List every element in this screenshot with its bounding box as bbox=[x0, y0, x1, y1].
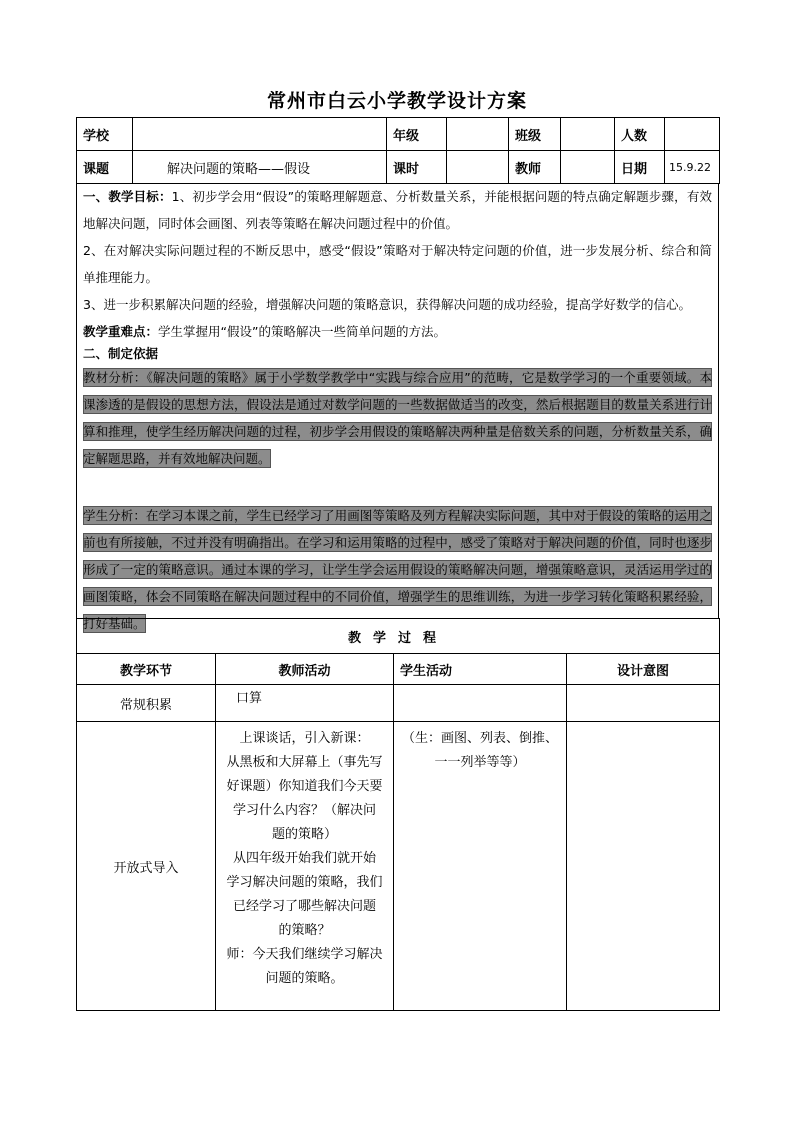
teacher-label: 教师 bbox=[509, 151, 561, 184]
date-value: 15.9.22 bbox=[665, 151, 720, 184]
goals-heading: 一、教学目标： bbox=[83, 189, 172, 204]
class-label: 班级 bbox=[509, 118, 561, 151]
col-student: 学生活动 bbox=[394, 654, 567, 685]
goal-2: 2、在对解决实际问题过程的不断反思中，感受“假设”策略对于解决特定问题的价值，进一步发展分析、综合和简单推理能力。 bbox=[83, 243, 712, 285]
col-design: 设计意图 bbox=[567, 654, 720, 685]
process-table bbox=[76, 618, 720, 1011]
row2-design bbox=[567, 722, 720, 1011]
count-label: 人数 bbox=[615, 118, 665, 151]
student-analysis: 学生分析：在学习本课之前，学生已经学习了用画图等策略及列方程解决实际问题，其中对于假设的策略的运用之前也有所接触，不过并没有明确指出。在学习和运用策略的过程中，感受了策略对于解决问题的价值，同时也逐步形成了一定的策略意识。通过本课的学习，让学生学会运用假设的策略解决问题，增强策略意识，灵活运用学过的画图策略，体会不同策略在解决问题过程中的不同价值，增强学生的思维训练，为进一步学习转化策略积累经验，打好基础。 bbox=[83, 508, 712, 631]
topic-value: 解决问题的策略——假设 bbox=[133, 151, 387, 184]
topic-label: 课题 bbox=[77, 151, 133, 184]
row2-student: （生：画图、列表、倒推、 一一列举等等） bbox=[394, 722, 567, 1011]
period-value bbox=[447, 151, 509, 184]
class-value bbox=[561, 118, 615, 151]
objectives-section bbox=[76, 183, 719, 631]
header-table bbox=[76, 117, 720, 184]
goal-1: 1、初步学会用“假设”的策略理解题意、分析数量关系，并能根据问题的特点确定解题步骤，有效地解决问题，同时体会画图、列表等策略在解决问题过程中的价值。 bbox=[83, 189, 712, 231]
material-analysis: 教材分析：《解决问题的策略》属于小学数学教学中“实践与综合应用”的范畴，它是数学学习的一个重要领域。本课渗透的是假设的思想方法，假设法是通过对数学问题的一些数据做适当的改变，然后根据题目的数量关系进行计算和推理，使学生经历解决问题的过程，初步学会用假设的策略解决两种量是倍数关系的问题，分析数量关系，确定解题思路，并有效地解决问题。 bbox=[83, 370, 712, 466]
row1-teacher: 口算 bbox=[216, 685, 394, 722]
grade-label: 年级 bbox=[387, 118, 447, 151]
row1-student bbox=[394, 685, 567, 722]
school-label: 学校 bbox=[77, 118, 133, 151]
school-value bbox=[133, 118, 387, 151]
grade-value bbox=[447, 118, 509, 151]
col-teacher: 教师活动 bbox=[216, 654, 394, 685]
date-label: 日期 bbox=[615, 151, 665, 184]
key-points-text: 学生掌握用“假设”的策略解决一些简单问题的方法。 bbox=[158, 324, 446, 339]
row2-stage: 开放式导入 bbox=[77, 722, 216, 1011]
row1-design bbox=[567, 685, 720, 722]
row1-stage: 常规积累 bbox=[77, 685, 216, 722]
period-label: 课时 bbox=[387, 151, 447, 184]
col-stage: 教学环节 bbox=[77, 654, 216, 685]
teacher-value bbox=[561, 151, 615, 184]
key-points-label: 教学重难点： bbox=[83, 324, 159, 339]
goal-3: 3、进一步积累解决问题的经验，增强解决问题的策略意识，获得解决问题的成功经验，提高学好数学的信心。 bbox=[83, 297, 691, 312]
count-value bbox=[665, 118, 720, 151]
basis-heading: 二、制定依据 bbox=[83, 346, 159, 361]
process-title: 教学过程 bbox=[77, 619, 720, 654]
row2-teacher: 上课谈话，引入新课： 从黑板和大屏幕上（事先写 好课题）你知道我们今天要 学习什么内容？（解决问 题的策略） 从四年级开始我们就开始 学习解决问题的策略，我们 已经学习了哪些解决问题 的策略？ 师：今天我们继续学习解决 问题的策略。 bbox=[216, 722, 394, 1011]
page-title: 常州市白云小学教学设计方案 bbox=[266, 90, 527, 112]
